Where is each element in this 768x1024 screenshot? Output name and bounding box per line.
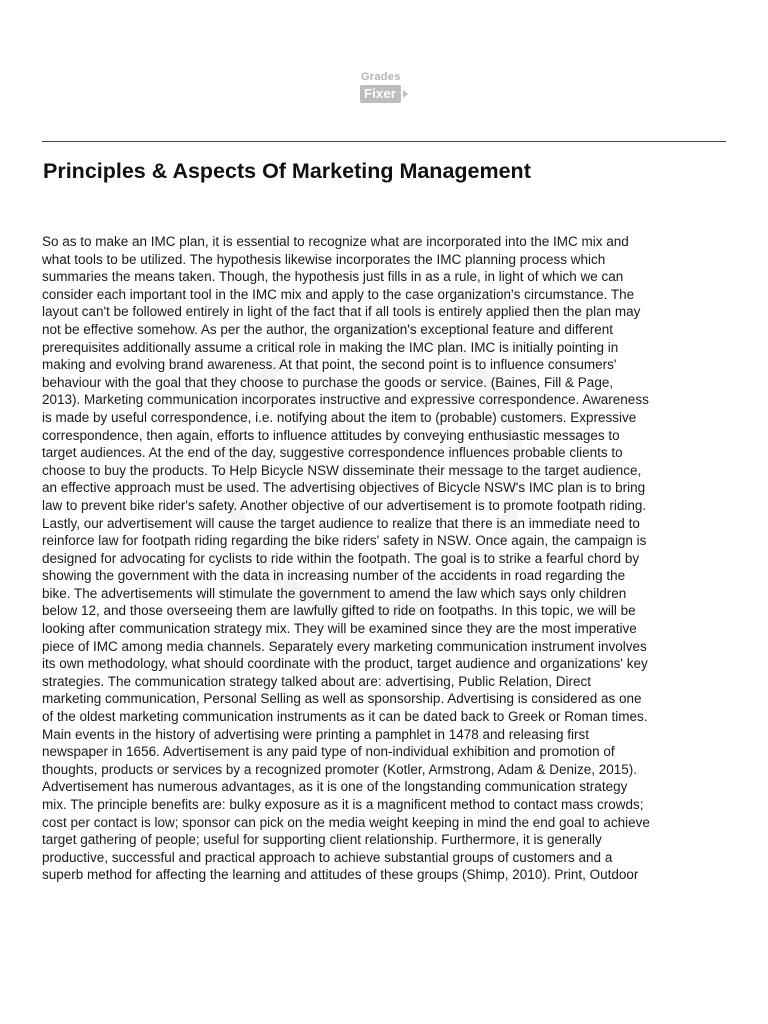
body-line: showing the government with the data in increasing number of the accidents in road regarding the [42, 568, 626, 584]
body-line: looking after communication strategy mix. They will be examined since they are the most imperative [42, 621, 637, 637]
body-line: behaviour with the goal that they choose to purchase the goods or service. (Baines, Fill & Page, [42, 374, 614, 390]
logo-top-text: Grades [360, 71, 401, 83]
body-line: Main events in the history of advertising were printing a pamphlet in 1478 and releasing first [42, 726, 590, 742]
body-line: law to prevent bike rider's safety. Another objective of our advertisement is to promote footpath riding. [42, 497, 647, 513]
body-line: strategies. The communication strategy talked about are: advertising, Public Relation, Direct [42, 673, 592, 689]
body-line: designed for advocating for cyclists to ride within the footpath. The goal is to strike a fearful chord by [42, 550, 640, 566]
body-line: bike. The advertisements will stimulate the government to amend the law which says only children [42, 585, 627, 601]
logo-bottom [360, 85, 408, 103]
document-title: Principles & Aspects Of Marketing Management [43, 159, 531, 183]
body-line: is made by useful correspondence, i.e. notifying about the item to (probable) customers. Expressive [42, 409, 637, 425]
body-line: prerequisites additionally assume a critical role in making the IMC plan. IMC is initially pointing in [42, 339, 619, 355]
body-line: target gathering of people; useful for supporting client relationship. Furthermore, it is generally [42, 832, 602, 848]
body-line: correspondence, then again, efforts to influence attitudes by conveying enthusiastic messages to [42, 427, 620, 443]
body-line: target audiences. At the end of the day, suggestive correspondence influences probable clients to [42, 445, 623, 461]
body-line: superb method for affecting the learning and attitudes of these groups (Shimp, 2010). Print, Outdoor [42, 867, 639, 883]
body-line: consider each important tool in the IMC mix and apply to the case organization's circumstance. The [42, 286, 635, 302]
body-line: 2013). Marketing communication incorporates instructive and expressive correspondence. Awareness [42, 392, 649, 408]
body-line: So as to make an IMC plan, it is essential to recognize what are incorporated into the IMC mix and [42, 234, 629, 249]
body-line: marketing communication, Personal Selling as well as sponsorship. Advertising is considered as one [42, 691, 642, 707]
body-line: cost per contact is low; sponsor can pick on the media weight keeping in mind the end goal to achieve [42, 814, 650, 830]
body-line: piece of IMC among media channels. Separately every marketing communication instrument involves [42, 638, 647, 654]
logo-inner [360, 72, 408, 103]
body-line: what tools to be utilized. The hypothesis likewise incorporates the IMC planning process which [42, 251, 606, 267]
body-line: below 12, and those overseeing them are lawfully gifted to ride on footpaths. In this topic, we will be [42, 603, 636, 619]
body-line: summaries the means taken. Though, the hypothesis just fills in as a rule, in light of which we can [42, 269, 624, 285]
body-line: its own methodology, what should coordinate with the product, target audience and organizations' key [42, 656, 648, 672]
logo-box-text: Fixer [360, 85, 401, 103]
body-line: layout can't be followed entirely in light of the fact that if all tools is entirely applied then the plan may [42, 304, 641, 320]
document-body [42, 233, 728, 884]
logo-arrow-icon [403, 90, 408, 98]
header-divider [42, 141, 726, 142]
body-line: of the oldest marketing communication instruments as it can be dated back to Greek or Roman times. [42, 709, 648, 725]
body-line: choose to buy the products. To Help Bicycle NSW disseminate their message to the target audience, [42, 462, 642, 478]
body-line: making and evolving brand awareness. At that point, the second point is to influence consumers' [42, 357, 617, 373]
body-line: mix. The principle benefits are: bulky exposure as it is a magnificent method to contact mass crowds; [42, 797, 644, 812]
body-line: thoughts, products or services by a recognized promoter (Kotler, Armstrong, Adam & Denize, 2015). [42, 761, 638, 777]
body-line: an effective approach must be used. The advertising objectives of Bicycle NSW's IMC plan is to bring [42, 480, 646, 496]
body-line: newspaper in 1656. Advertisement is any paid type of non-individual exhibition and promotion of [42, 744, 615, 760]
body-line: Advertisement has numerous advantages, as it is one of the longstanding communication strategy [42, 779, 628, 795]
body-line: productive, successful and practical approach to achieve substantial groups of customers and a [42, 849, 613, 865]
body-line: Lastly, our advertisement will cause the target audience to realize that there is an immediate need to [42, 515, 640, 531]
gradesfixer-logo [0, 72, 768, 103]
body-line: not be effective somehow. As per the author, the organization's exceptional feature and different [42, 321, 613, 337]
body-line: reinforce law for footpath riding regarding the bike riders' safety in NSW. Once again, the campaign is [42, 533, 647, 549]
